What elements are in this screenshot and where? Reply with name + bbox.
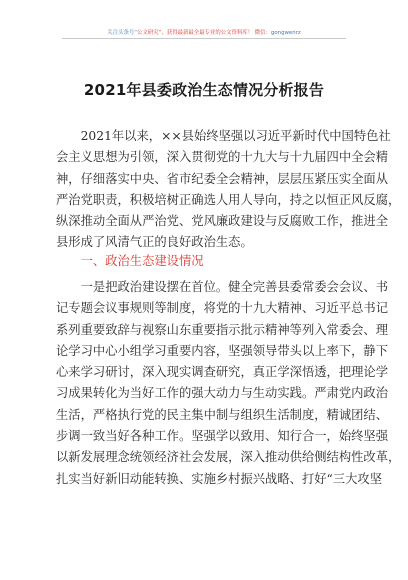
- section-line: 以新发展理念统领经济社会发展，深入推动供给侧结构性改革，: [56, 450, 401, 465]
- section-paragraph: [56, 277, 401, 490]
- intro-paragraph: [56, 126, 401, 254]
- section-line: 系列重要致辞与视察山东重要指示批示精神等列入常委会、理: [56, 322, 389, 337]
- document-title: 2021年县委政治生态情况分析报告: [83, 81, 325, 99]
- intro-line: 神，仔细落实中央、省市纪委全会精神，层层压紧压实全面从: [56, 171, 389, 186]
- section-line: 步调一致当好各种工作。坚强学以致用、知行合一，始终坚强: [56, 429, 389, 444]
- intro-line: 严治党职责，积极培树正确选人用人导向，持之以恒正风反腐，: [56, 192, 401, 207]
- intro-line: 纵深推动全面从严治党、党风廉政建设与反腐败工作，推进全: [56, 214, 389, 229]
- header-divider: [62, 38, 346, 39]
- header-promo-account: 公文研究: [137, 30, 159, 36]
- section-line: 扎实当好新旧动能转换、实施乡村振兴战略、打好“三大攻坚: [56, 471, 383, 486]
- header-promo-note: [0, 28, 408, 36]
- section-heading: [56, 251, 354, 272]
- section-line: 记专题会议事规则等制度，将党的十九大精神、习近平总书记: [56, 301, 389, 316]
- header-promo-wechat: gongwenrz: [270, 30, 301, 36]
- header-promo-prefix: 关注头条号“: [107, 30, 138, 36]
- intro-line: 2021年以来，××县始终坚强以习近平新时代中国特色社: [80, 129, 391, 143]
- section-line: 一是把政治建设摆在首位。健全完善县委常委会会议、书: [80, 280, 389, 294]
- section-line: 习成果转化为当好工作的强大动力与生动实践。严肃党内政治: [56, 386, 389, 401]
- section-line: 论学习中心小组学习重要内容，坚强领导带头以上率下，静下: [56, 343, 389, 358]
- intro-line: 县形成了风清气正的良好政治生态。: [56, 235, 253, 250]
- section-line: 心来学习研讨，深入现实调查研究，真正学深悟透，把理论学: [56, 365, 389, 380]
- intro-line: 会主义思想为引领，深入贯彻党的十九大与十九届四中全会精: [56, 150, 389, 165]
- section-heading-text: 一、政治生态建设情况: [80, 254, 204, 268]
- header-promo-suffix: ”，获得最新最全最专业的公文资料库！ 微信：: [158, 30, 271, 36]
- section-line: 生活，严格执行党的民主集中制与组织生活制度，精诚团结、: [56, 407, 389, 422]
